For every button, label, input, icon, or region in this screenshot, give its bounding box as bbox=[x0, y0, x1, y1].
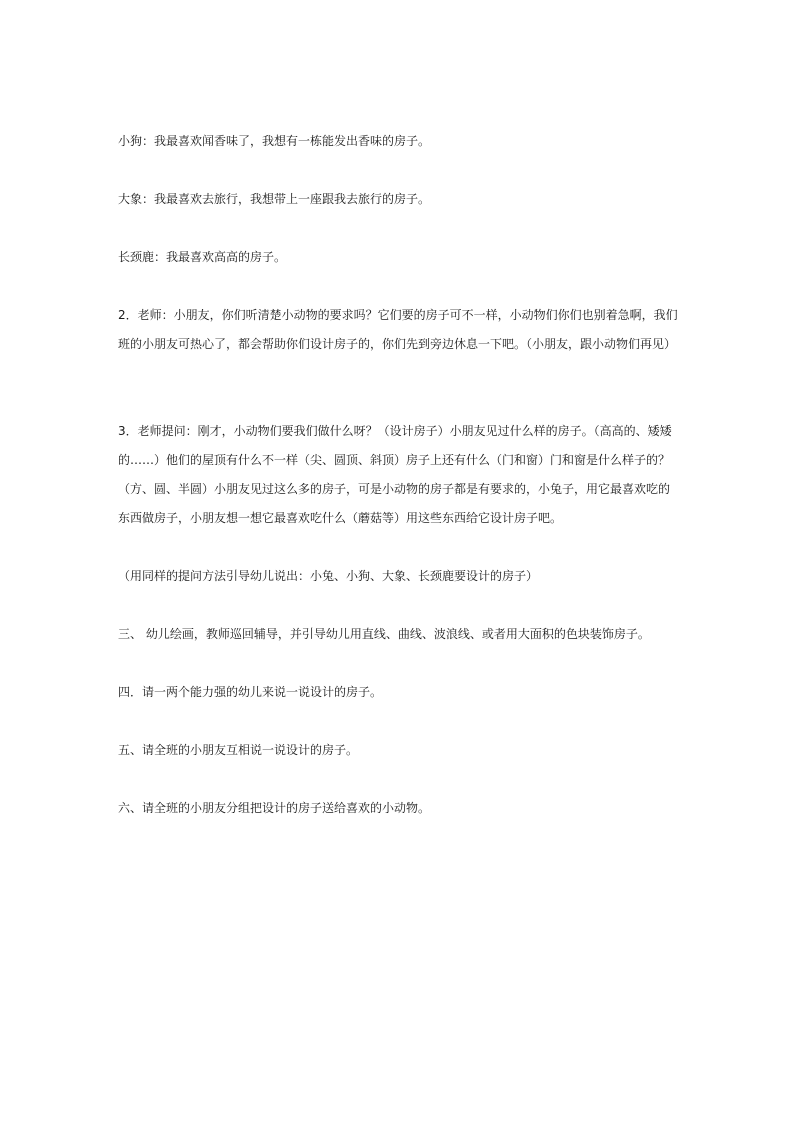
paragraph-section-five: 五、请全班的小朋友互相说一说设计的房子。 bbox=[118, 743, 359, 757]
paragraph-same-method: （用同样的提问方法引导幼儿说出：小兔、小狗、大象、长颈鹿要设计的房子） bbox=[118, 569, 539, 583]
paragraph-dog: 小狗：我最喜欢闻香味了，我想有一栋能发出香味的房子。 bbox=[118, 134, 431, 148]
paragraph-section-four: 四．请一两个能力强的幼儿来说一说设计的房子。 bbox=[118, 685, 383, 699]
paragraph-section-six: 六、请全班的小朋友分组把设计的房子送给喜欢的小动物。 bbox=[118, 801, 431, 815]
paragraph-elephant: 大象：我最喜欢去旅行，我想带上一座跟我去旅行的房子。 bbox=[118, 192, 431, 206]
paragraph-step-2: 2．老师：小朋友，你们听清楚小动物的要求吗？它们要的房子可不一样，小动物们你们也别着急啊，我们班的小朋友可热心了，都会帮助你们设计房子的，你们先到旁边休息一下吧。（小朋友，跟小动物们再见） bbox=[118, 308, 678, 351]
paragraph-giraffe: 长颈鹿：我最喜欢高高的房子。 bbox=[118, 250, 287, 264]
paragraph-step-3: 3．老师提问：刚才，小动物们要我们做什么呀？（设计房子）小朋友见过什么样的房子。（高高的、矮矮的……）他们的屋顶有什么不一样（尖、圆顶、斜顶）房子上还有什么（门和窗）门和窗是什么样子的？（方、圆、半圆）小朋友见过这么多的房子，可是小动物的房子都是有要求的，小兔子，用它最喜欢吃的东西做房子，小朋友想一想它最喜欢吃什么（蘑菇等）用这些东西给它设计房子吧。 bbox=[118, 424, 672, 525]
paragraph-section-three: 三、 幼儿绘画，教师巡回辅导，并引导幼儿用直线、曲线、波浪线、或者用大面积的色块装饰房子。 bbox=[118, 627, 650, 641]
